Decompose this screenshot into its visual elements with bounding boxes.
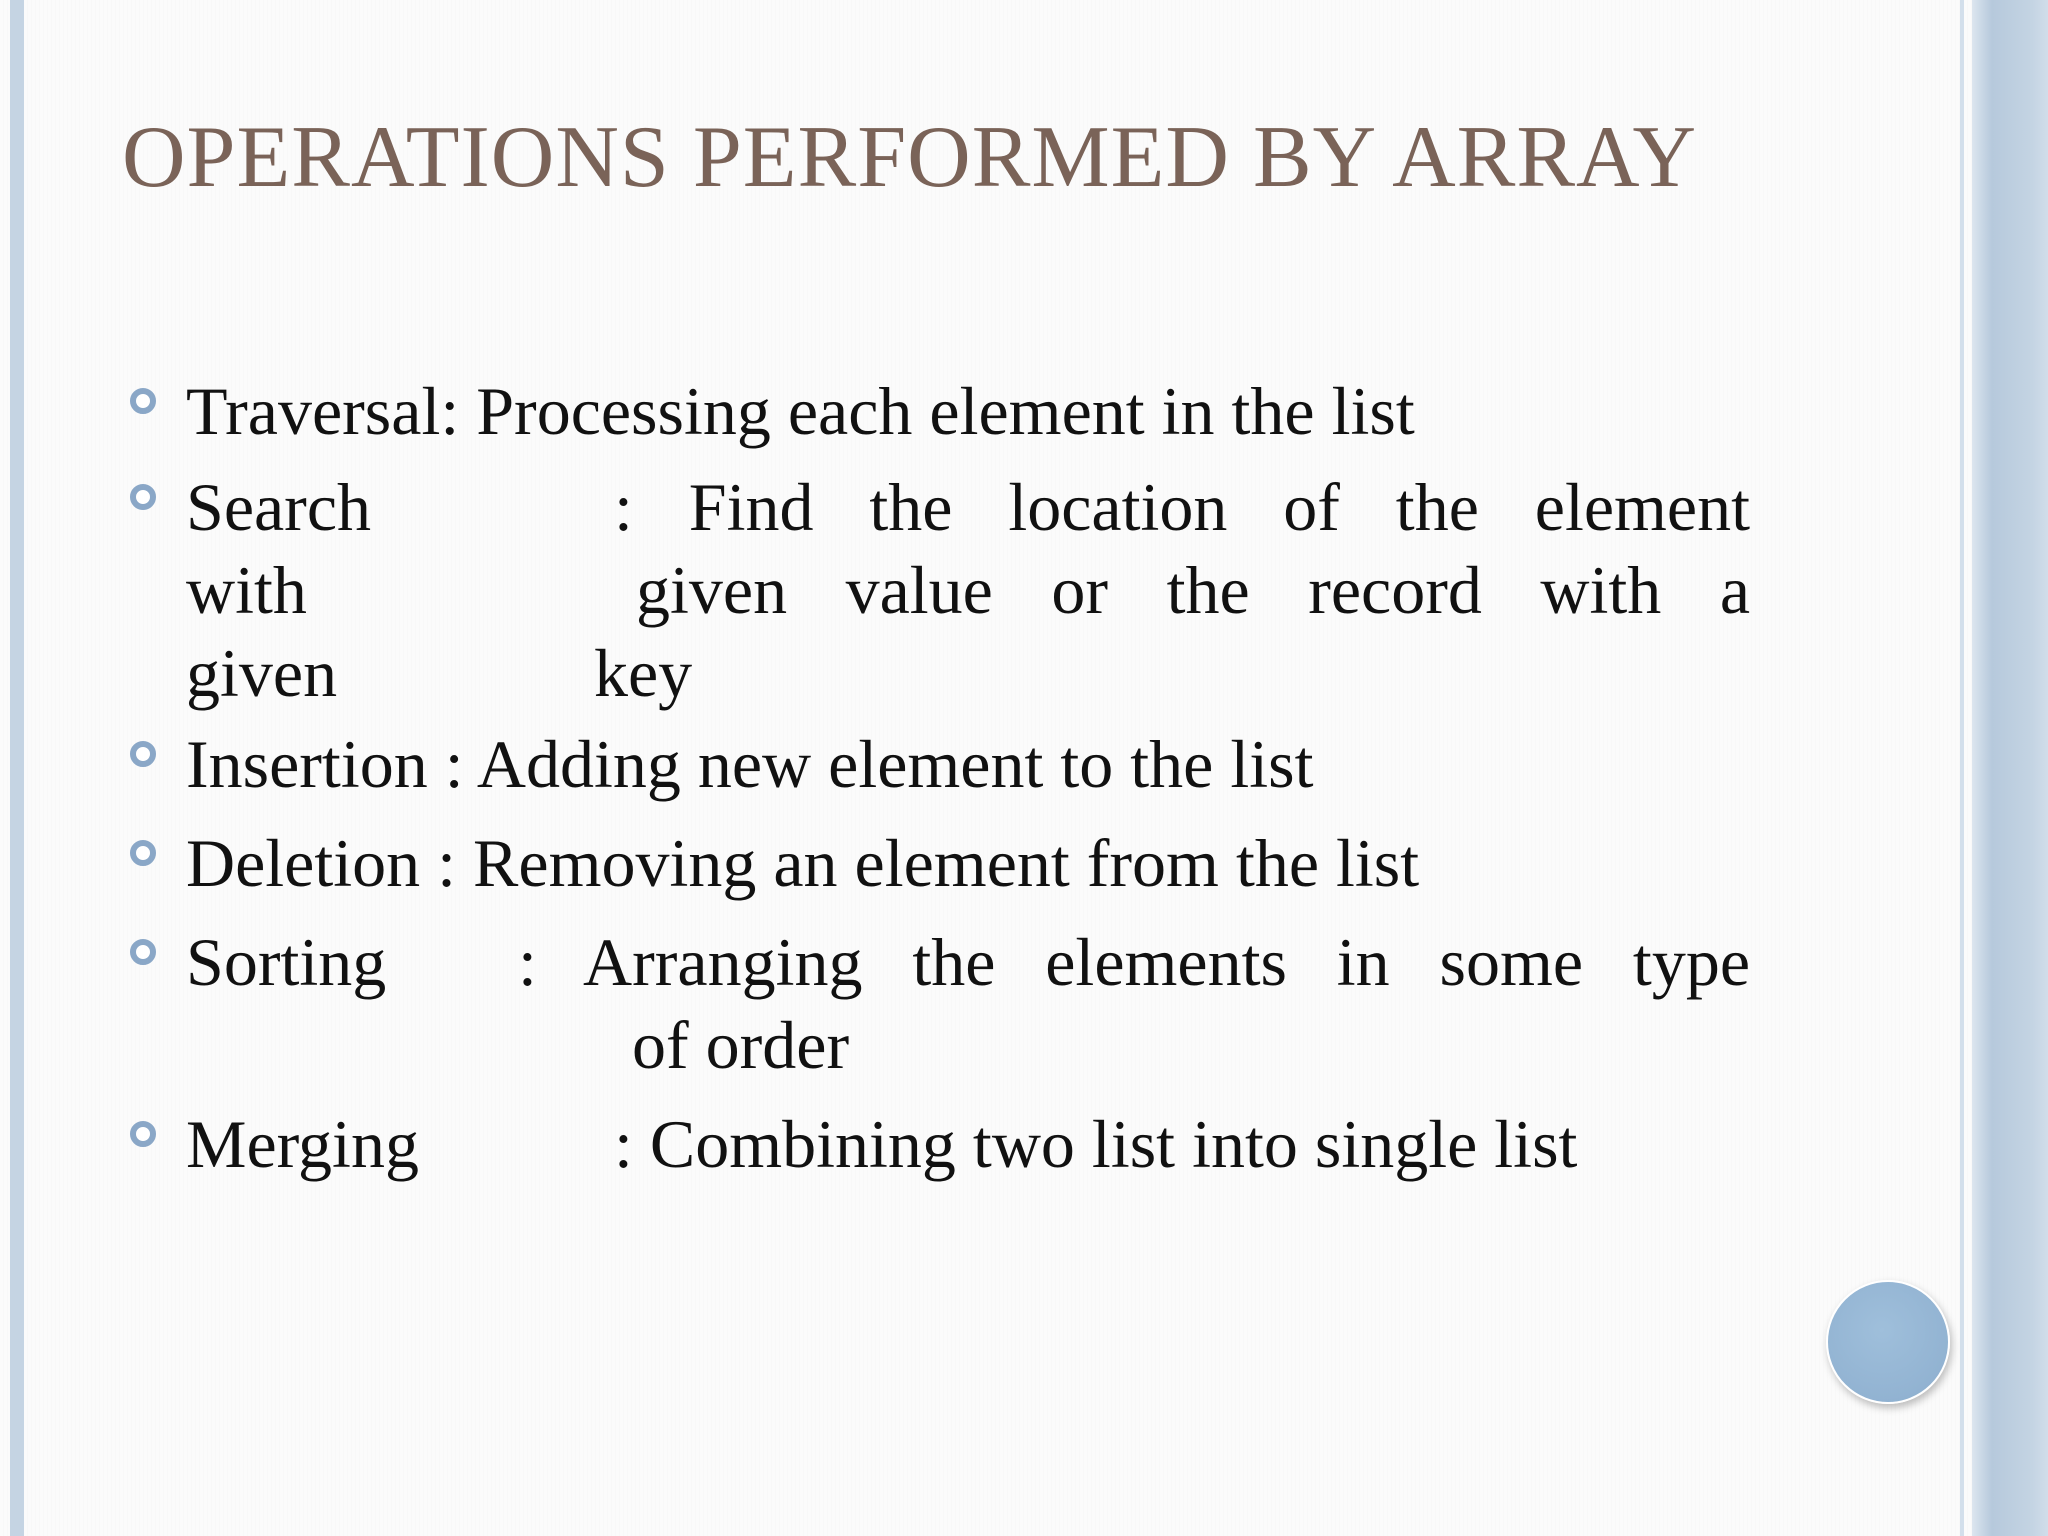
- bullet-circle-icon: [130, 388, 156, 414]
- bullet-text: Traversal: Processing each element in the list: [186, 373, 1415, 449]
- sorting-definition-line-1: : Arranging the elements in some type: [518, 924, 1750, 1000]
- bullet-circle-icon: [130, 484, 156, 510]
- bullet-merging: [130, 1103, 1750, 1186]
- search-line-3-term: given: [186, 635, 338, 711]
- merging-definition: : Combining two list into single list: [614, 1106, 1578, 1182]
- sorting-line-1: [186, 921, 1750, 1004]
- bullet-circle-icon: [130, 840, 156, 866]
- bullet-circle-icon: [130, 1121, 156, 1147]
- search-definition-line-2: given value or the record with a: [636, 552, 1750, 628]
- search-line-1: [186, 466, 1750, 549]
- search-line-3: [186, 632, 1750, 715]
- bullet-sorting: [130, 921, 1750, 1087]
- right-thin-stripe: [1960, 0, 1964, 1536]
- bullet-circle-icon: [130, 939, 156, 965]
- merging-term: Merging: [186, 1106, 419, 1182]
- bullet-insertion: [130, 723, 1750, 806]
- bullet-circle-icon: [130, 741, 156, 767]
- sorting-term: Sorting: [186, 924, 387, 1000]
- search-term: Search: [186, 469, 372, 545]
- search-line-2: [186, 549, 1750, 632]
- bullet-text: Deletion : Removing an element from the list: [186, 825, 1420, 901]
- search-line-2-term: with: [186, 552, 307, 628]
- decorative-circle: [1826, 1280, 1950, 1404]
- search-definition-line-3: key: [594, 635, 693, 711]
- merging-line: [186, 1103, 1750, 1186]
- slide-title: OPERATIONS PERFORMED BY ARRAY: [122, 109, 1698, 206]
- left-accent-stripe: [10, 0, 24, 1536]
- sorting-line-2: [186, 1004, 1750, 1087]
- bullet-traversal: [130, 370, 1750, 453]
- bullet-list: [130, 370, 1750, 1186]
- right-accent-panel: [1972, 0, 2048, 1536]
- bullet-text: Insertion : Adding new element to the list: [186, 726, 1314, 802]
- bullet-deletion: [130, 822, 1750, 905]
- search-definition-line-1: : Find the location of the element: [614, 469, 1750, 545]
- sorting-definition-line-2: of order: [632, 1007, 850, 1083]
- sorting-indent: [186, 1004, 632, 1087]
- bullet-search: [130, 466, 1750, 715]
